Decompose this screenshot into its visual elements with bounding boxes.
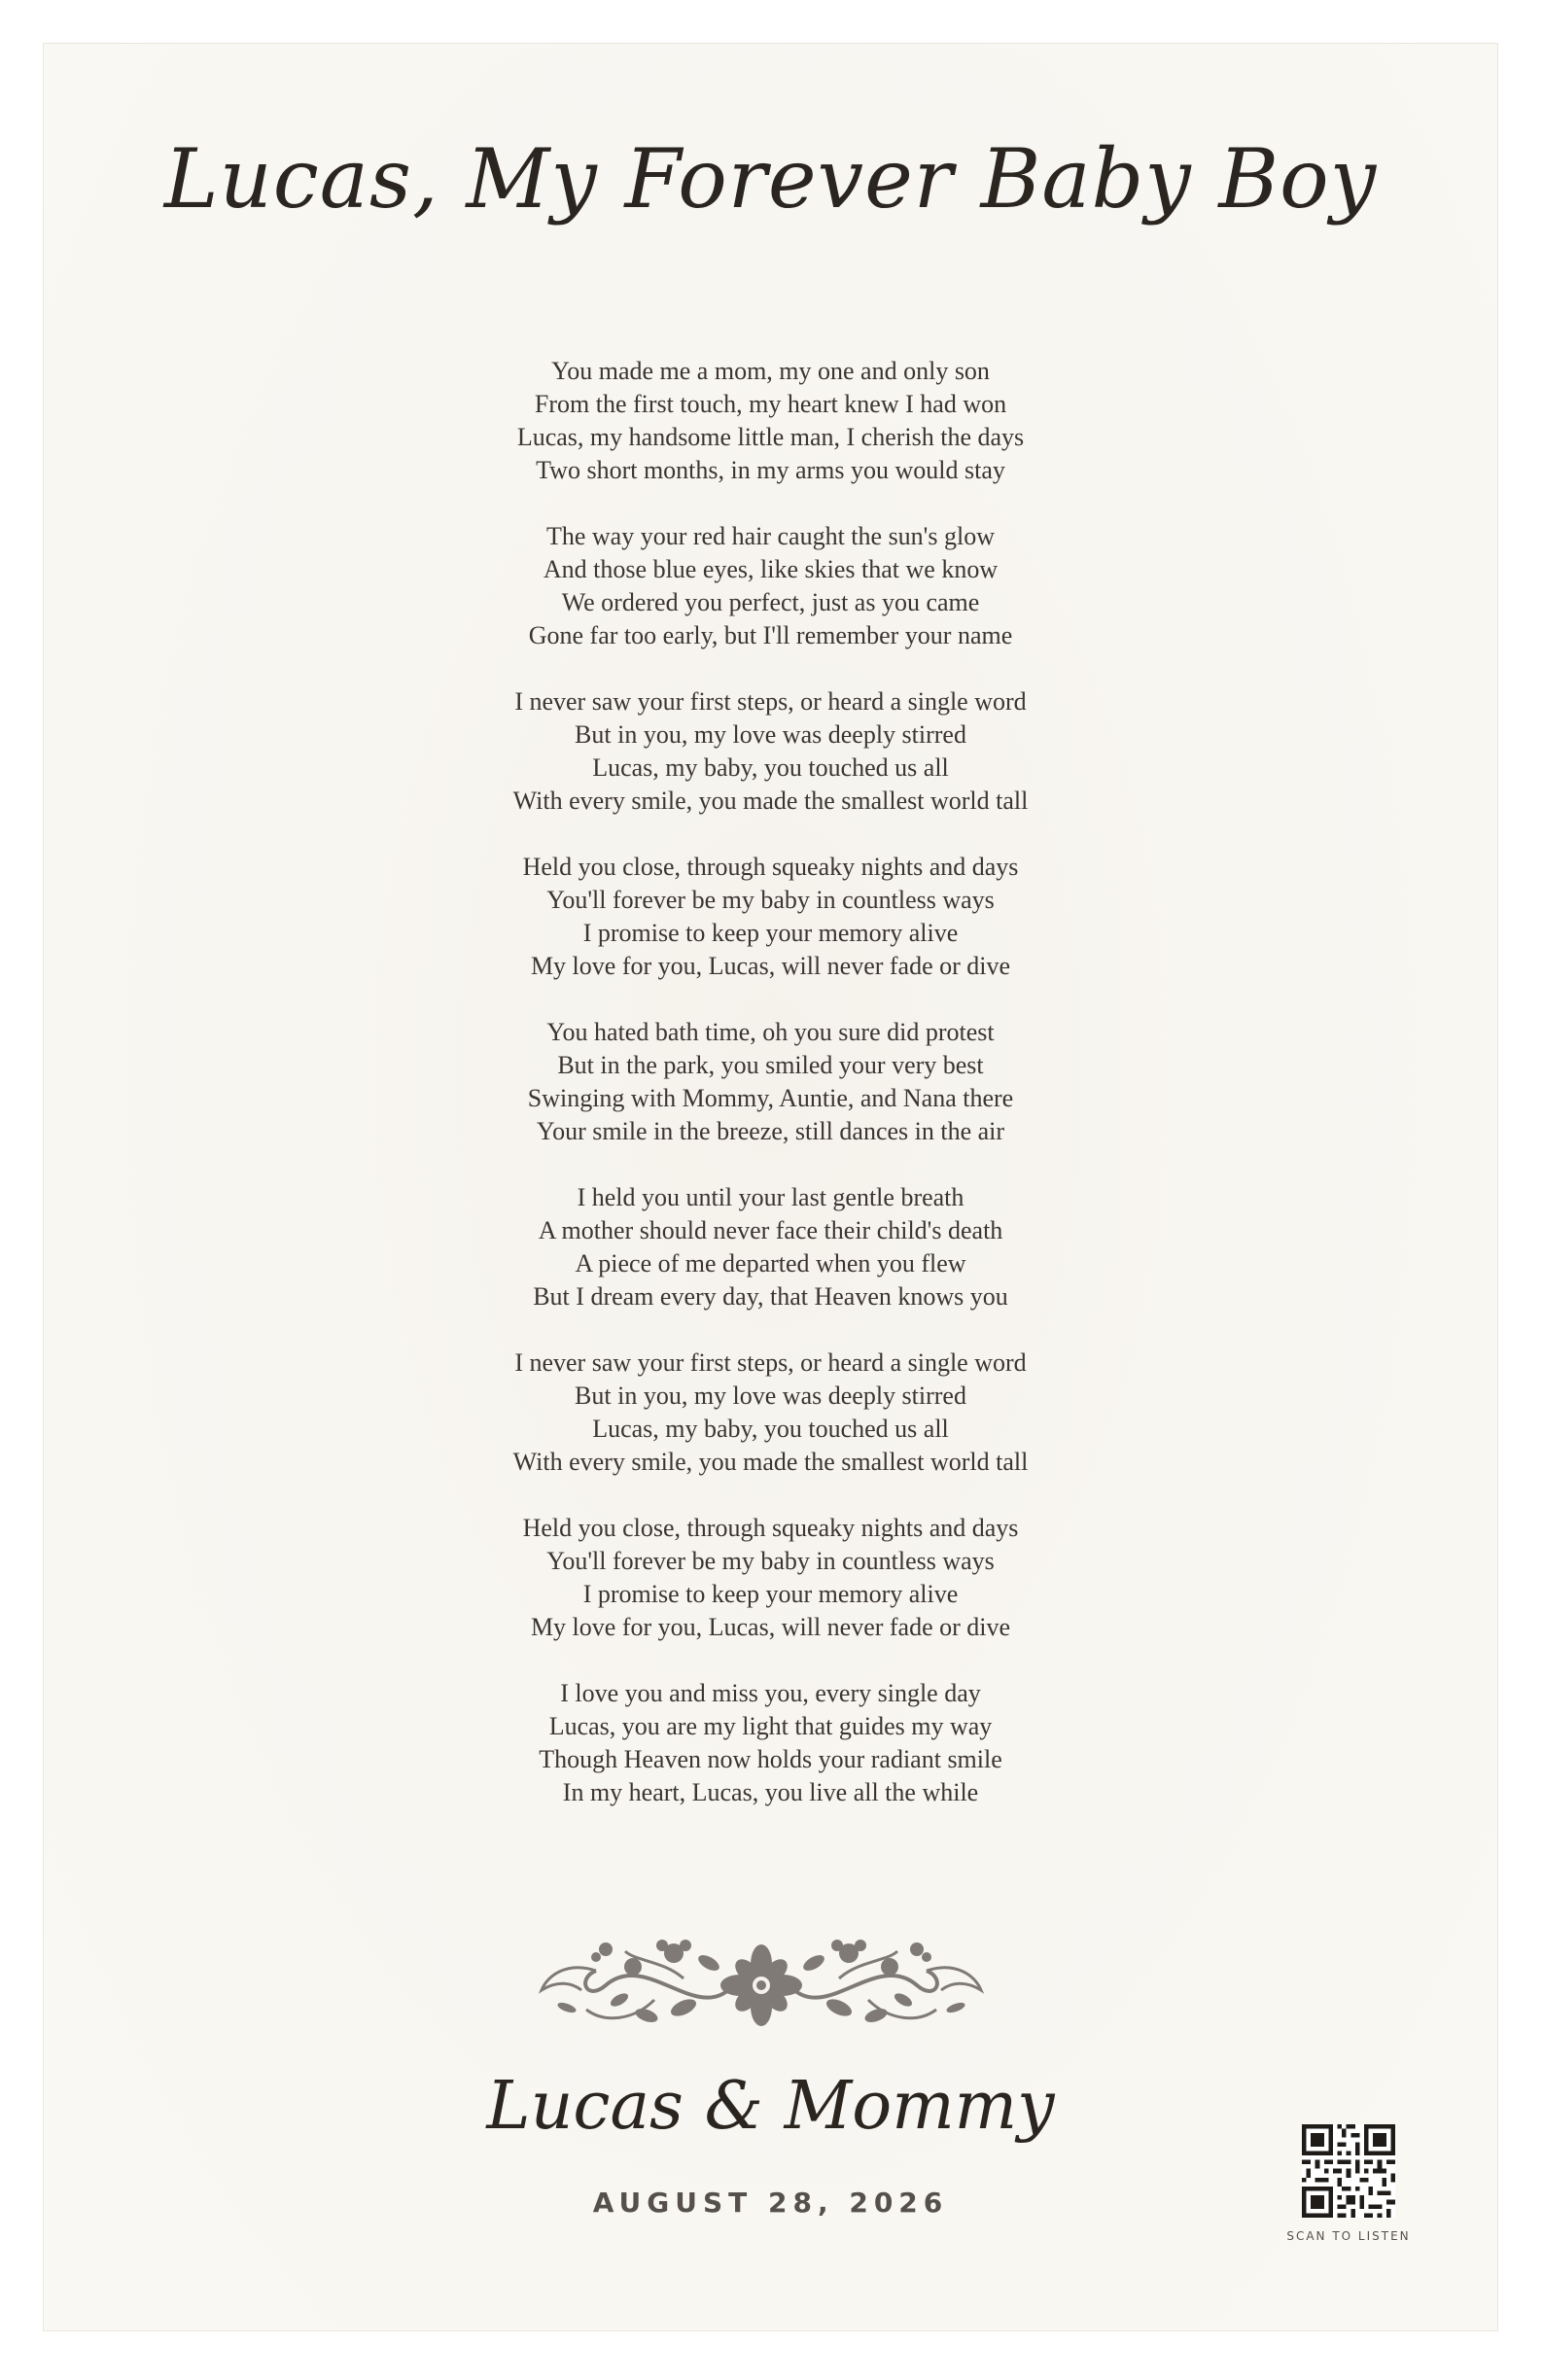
lyric-line: A mother should never face their child's death: [538, 1216, 1003, 1244]
lyric-line: Lucas, my baby, you touched us all: [592, 1415, 949, 1443]
stanza: [44, 1347, 1497, 1479]
lyric-line: A piece of me departed when you flew: [575, 1249, 966, 1278]
lyric-line: Lucas, my handsome little man, I cherish the days: [516, 423, 1025, 451]
lyric-line: I promise to keep your memory alive: [582, 1580, 959, 1608]
lyric-line: Though Heaven now holds your radiant smile: [539, 1745, 1002, 1773]
lyric-line: Held you close, through squeaky nights and days: [522, 1514, 1019, 1542]
lyric-line: I love you and miss you, every single day: [560, 1679, 981, 1707]
qr-code-icon[interactable]: [1302, 2124, 1395, 2218]
lyric-line: But in you, my love was deeply stirred: [575, 720, 966, 749]
dedication-date: AUGUST 28, 2026: [592, 2187, 949, 2219]
lyric-line: But I dream every day, that Heaven knows you: [533, 1282, 1008, 1311]
lyric-line: Swinging with Mommy, Auntie, and Nana there: [527, 1084, 1014, 1112]
lyric-line: But in you, my love was deeply stirred: [575, 1382, 966, 1410]
poster-title: Lucas, My Forever Baby Boy: [163, 131, 1378, 227]
lyric-line: In my heart, Lucas, you live all the while: [562, 1778, 979, 1806]
lyric-line: You'll forever be my baby in countless ways: [546, 886, 995, 914]
lyric-line: My love for you, Lucas, will never fade or dive: [530, 1613, 1011, 1641]
lyric-line: And those blue eyes, like skies that we know: [543, 555, 999, 583]
stanza: [44, 1016, 1497, 1148]
lyric-line: Your smile in the breeze, still dances in the air: [536, 1117, 1005, 1145]
lyric-line: You hated bath time, oh you sure did protest: [546, 1018, 995, 1046]
stanza: [44, 851, 1497, 983]
lyrics: [44, 355, 1497, 1842]
lyric-line: The way your red hair caught the sun's glow: [545, 522, 995, 550]
lyric-line: From the first touch, my heart knew I had won: [534, 390, 1007, 418]
lyric-line: Held you close, through squeaky nights and days: [522, 853, 1019, 881]
dedication-names: Lucas & Mommy: [486, 2068, 1055, 2145]
lyric-line: My love for you, Lucas, will never fade or dive: [530, 952, 1011, 980]
lyric-line: With every smile, you made the smallest world tall: [512, 1448, 1029, 1476]
lyric-line: I never saw your first steps, or heard a single word: [514, 1348, 1027, 1377]
stanza: [44, 1512, 1497, 1644]
floral-divider-icon: [538, 1932, 985, 2039]
stanza: [44, 1677, 1497, 1809]
stanza: [44, 355, 1497, 487]
lyric-line: Gone far too early, but I'll remember your name: [528, 621, 1013, 649]
lyric-line: We ordered you perfect, just as you came: [561, 588, 980, 616]
lyric-line: With every smile, you made the smallest world tall: [512, 787, 1029, 815]
lyric-line: But in the park, you smiled your very best: [557, 1051, 984, 1079]
lyric-line: You made me a mom, my one and only son: [551, 357, 990, 385]
lyric-line: I never saw your first steps, or heard a single word: [514, 687, 1027, 716]
qr-caption: SCAN TO LISTEN: [1286, 2229, 1411, 2243]
stanza: [44, 685, 1497, 818]
stanza: [44, 520, 1497, 652]
lyric-line: Lucas, you are my light that guides my way: [548, 1712, 993, 1740]
lyric-line: I held you until your last gentle breath: [577, 1183, 964, 1211]
stanza: [44, 1181, 1497, 1313]
lyric-line: You'll forever be my baby in countless ways: [546, 1547, 995, 1575]
lyric-line: Two short months, in my arms you would stay: [536, 456, 1005, 484]
lyric-line: I promise to keep your memory alive: [582, 919, 959, 947]
lyric-line: Lucas, my baby, you touched us all: [592, 753, 949, 782]
poster: [43, 43, 1498, 2331]
